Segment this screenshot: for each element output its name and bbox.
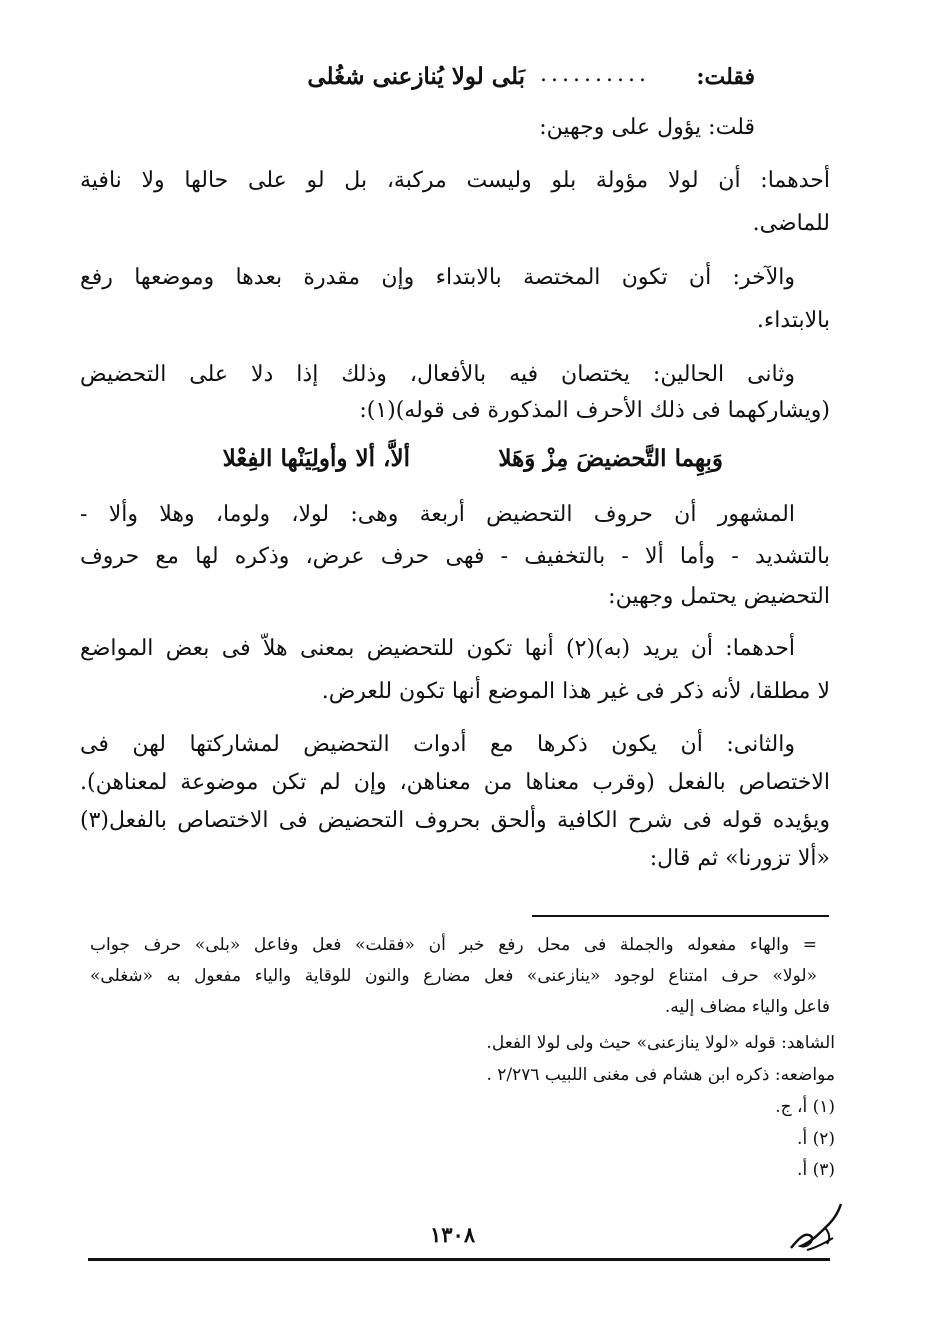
footnote-line: مواضعه: ذكره ابن هشام فى مغنى اللبيب ٢/٢٧٦ . <box>486 1065 835 1085</box>
body-line: للماضى. <box>752 211 830 236</box>
footnote-line: = والهاء مفعوله والجملة فى محل رفع خبر أن «فقلت» فعل وفاعل «بلى» حرف جواب <box>90 935 817 955</box>
footnote-line: (٢) أ. <box>797 1129 835 1149</box>
footnote-line: «لولا» حرف امتناع لوجود «ينازعنى» فعل مضارع والنون للوقاية والياء مفعول به «شغلى» <box>90 966 817 986</box>
body-line: والثانى: أن يكون ذكرها مع أدوات التحضيض لمشاركتها لهن فى <box>80 732 795 757</box>
body-line: بالتشديد - وأما ألا - بالتخفيف - فهى حرف عرض، وذكره لها مع حروف <box>80 544 830 569</box>
pen-flourish-icon <box>785 1198 847 1258</box>
verse2-right: وَبِهِما التَّحضيضَ مِزْ وَهَلا <box>498 445 723 472</box>
footnote-line: (٣) أ. <box>797 1160 835 1180</box>
body-line: «ألا تزورنا» ثم قال: <box>649 846 830 871</box>
footnote-line: (١) أ، ج. <box>775 1097 835 1117</box>
body-line: (ويشاركهما فى ذلك الأحرف المذكورة فى قوله)(١): <box>359 398 830 423</box>
body-line: لا مطلقا، لأنه ذكر فى غير هذا الموضع أنها تكون للعرض. <box>321 679 830 704</box>
body-line: والآخر: أن تكون المختصة بالابتداء وإن مقدرة بعدها وموضعها رفع <box>80 265 795 290</box>
footnote-separator <box>532 915 829 917</box>
body-line: التحضيض يحتمل وجهين: <box>608 584 830 609</box>
page-number: ١٣٠٨ <box>430 1222 476 1247</box>
verse2-left: ألاَّ، ألا وأولِيَنْها الفِعْلا <box>222 445 410 472</box>
verse-text: بَلى لولا يُنازعنى شغُلى <box>307 63 525 90</box>
body-line: أحدهما: أن لولا مؤولة بلو وليست مركبة، بل لو على حالها ولا نافية <box>80 168 830 193</box>
body-line: ويؤيده قوله فى شرح الكافية وألحق بحروف التحضيض فى الاختصاص بالفعل(٣) <box>80 808 830 833</box>
body-line: المشهور أن حروف التحضيض أربعة وهى: لولا، ولوما، وهلا وألا - <box>80 502 795 527</box>
footnote-line: فاعل والياء مضاف إليه. <box>664 997 830 1017</box>
footnote-line: الشاهد: قوله «لولا ينازعنى» حيث ولى لولا الفعل. <box>486 1033 835 1053</box>
body-line: أحدهما: أن يريد (به)(٢) أنها تكون للتحضيض بمعنى هلاّ فى بعض المواضع <box>80 636 796 661</box>
verse-dots: .......... <box>540 62 650 87</box>
bottom-rule <box>88 1258 830 1261</box>
body-line: قلت: يؤول على وجهين: <box>539 115 755 140</box>
body-line: وثانى الحالين: يختصان فيه بالأفعال، وذلك إذا دلا على التحضيض <box>80 362 795 387</box>
body-line: بالابتداء. <box>756 308 830 333</box>
body-line: الاختصاص بالفعل (وقرب معناها من معناهن، وإن لم تكن موضوعة لمعناهن). <box>80 770 830 795</box>
verse-label: فقلت: <box>696 64 755 90</box>
